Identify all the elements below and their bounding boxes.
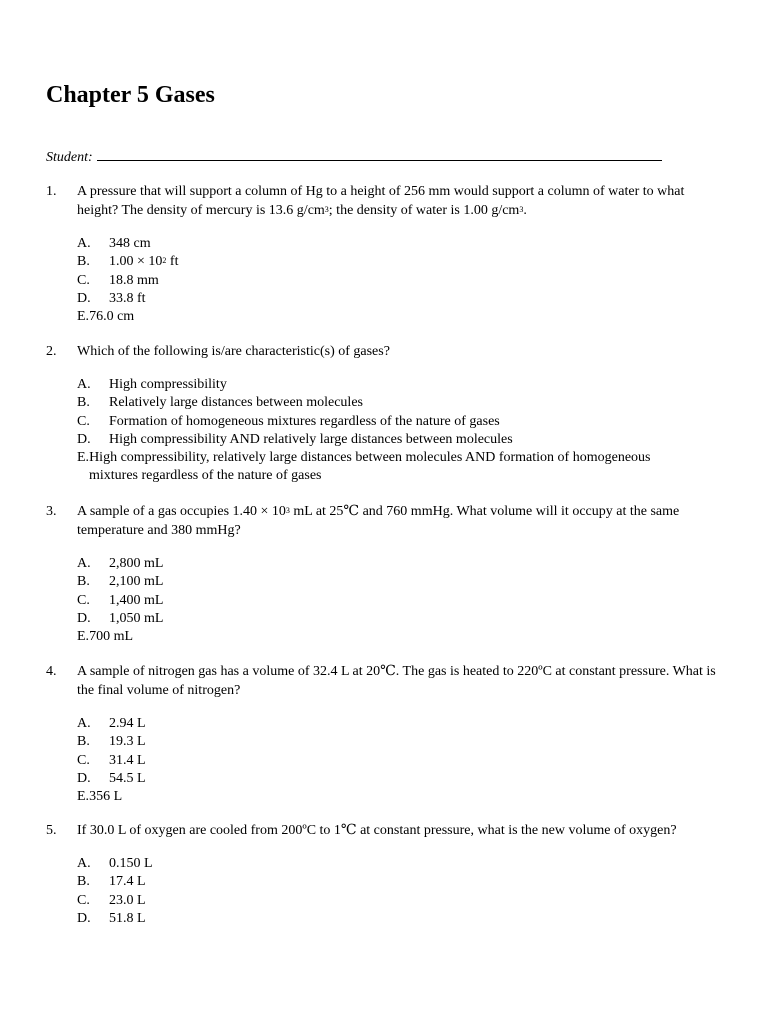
answer-options: [77, 555, 726, 646]
question-4: [46, 662, 726, 806]
option-d: D. 33.8 ft: [77, 290, 146, 306]
option-a: A. 2,800 mL: [77, 556, 164, 571]
option-e: E.700 mL: [77, 629, 134, 645]
option-b: B. Relatively large distances between molecules: [77, 395, 363, 411]
question-text: A sample of nitrogen gas has a volume of 32.4 L at 20℃. The gas is heated to 220ºC at constant pressure. What is the final volume of nitrogen?: [77, 664, 716, 698]
question-text: A sample of a gas occupies $1.40 \times 10^3$ mL at 25℃ and 760 mmHg. What volume will it occupy at the same temperature and 380 mmHg?: [77, 504, 680, 538]
question-3: [46, 502, 726, 646]
question-text: A pressure that will support a column of Hg to a height of 256 mm would support a column of water to what height? The density of mercury is 13.6 $g/cm^3$; the density of water is 1.00 $g/cm^3$.: [77, 184, 685, 218]
question-number: 3.: [46, 504, 57, 519]
option-a: A. 348 cm: [77, 236, 151, 251]
student-field: [46, 146, 662, 167]
option-a: A. 2.94 L: [77, 716, 146, 731]
option-b: B. 2,100 mL: [77, 574, 164, 590]
option-b: B. 17.4 L: [77, 874, 146, 890]
answer-options: [77, 235, 726, 326]
question-number: 2.: [46, 344, 57, 359]
option-c: C. 18.8 mm: [77, 272, 159, 288]
option-c: C. 31.4 L: [77, 752, 146, 768]
option-d: D. 51.8 L: [77, 910, 146, 926]
option-d: D. 1,050 mL: [77, 610, 164, 626]
answer-options: [77, 855, 726, 928]
option-c: C. Formation of homogeneous mixtures regardless of the nature of gases: [77, 413, 500, 429]
question-1: [46, 182, 726, 326]
option-b: B. $1.00 \times 10^2$ ft: [77, 254, 179, 270]
option-c: C. 1,400 mL: [77, 592, 164, 608]
question-text: If 30.0 L of oxygen are cooled from 200ºC to 1℃ at constant pressure, what is the new volume of oxygen?: [77, 823, 677, 838]
question-number: 1.: [46, 184, 57, 199]
option-d: D. 54.5 L: [77, 770, 146, 786]
option-e: E.76.0 cm: [77, 309, 135, 325]
option-e: E.High compressibility, relatively large distances between molecules AND formation of homogeneous mixtures regardless of the nature of gases: [77, 450, 651, 484]
student-name-line: [97, 146, 662, 161]
page-title: Chapter 5 Gases: [46, 82, 215, 108]
answer-options: [77, 715, 726, 806]
option-b: B. 19.3 L: [77, 734, 146, 750]
question-text: Which of the following is/are characteristic(s) of gases?: [77, 344, 390, 359]
question-number: 4.: [46, 664, 57, 679]
option-e: E.356 L: [77, 789, 123, 805]
option-c: C. 23.0 L: [77, 892, 146, 908]
option-a: A. 0.150 L: [77, 856, 153, 871]
question-number: 5.: [46, 823, 57, 838]
option-a: A. High compressibility: [77, 377, 227, 392]
student-label: Student:: [46, 150, 93, 165]
answer-options: [77, 376, 726, 486]
question-2: [46, 342, 726, 486]
question-5: [46, 821, 726, 928]
option-d: D. High compressibility AND relatively large distances between molecules: [77, 431, 513, 447]
